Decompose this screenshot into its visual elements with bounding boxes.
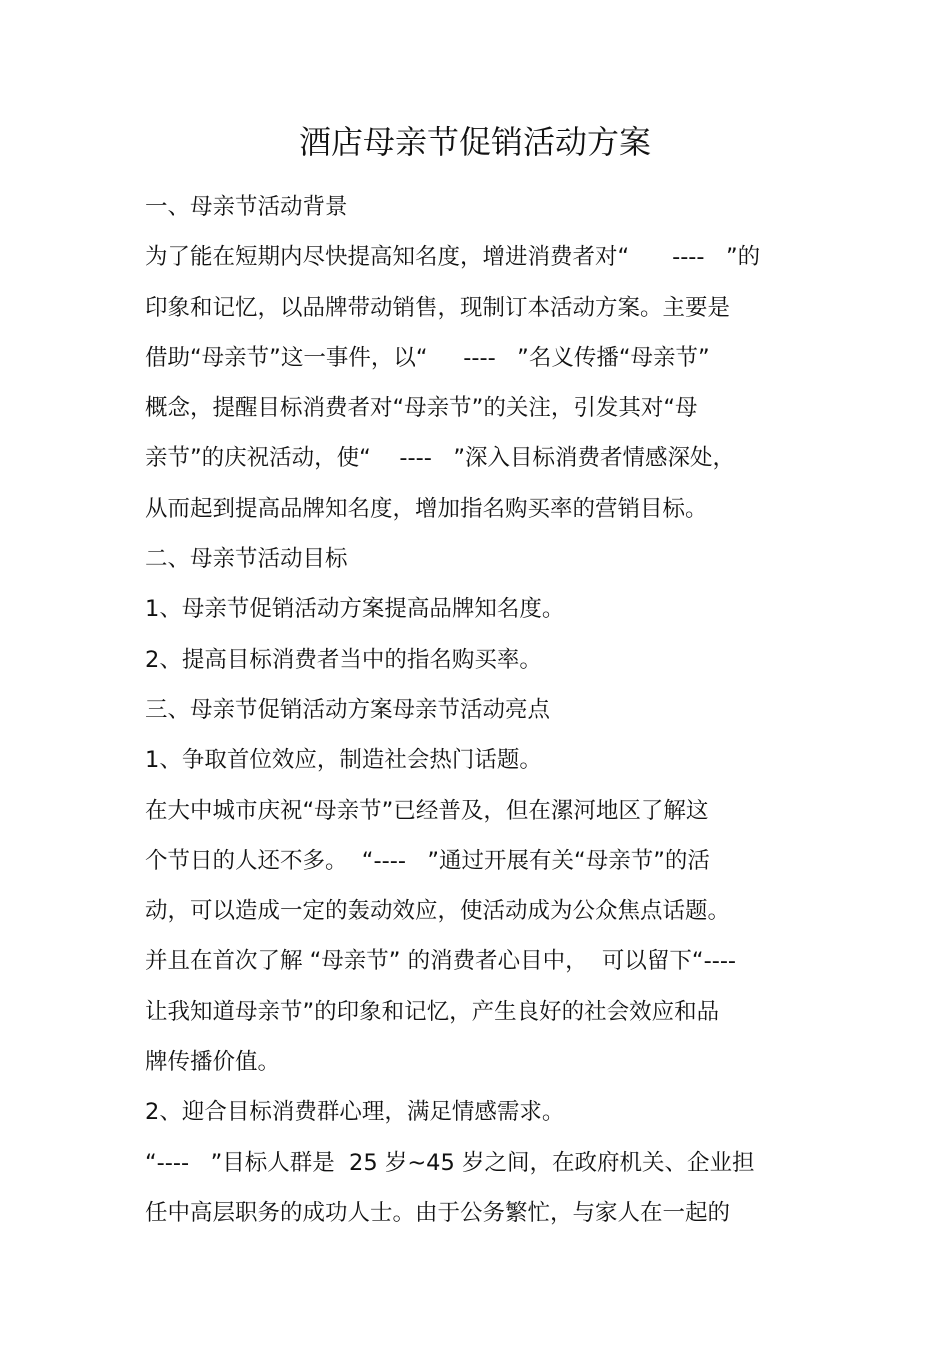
paragraph-line: 个节日的人还不多。 “---- ”通过开展有关“母亲节”的活 bbox=[145, 847, 710, 874]
paragraph-line: “---- ”目标人群是 25 岁~45 岁之间，在政府机关、企业担 bbox=[145, 1149, 755, 1176]
paragraph-line: 让我知道母亲节”的印象和记忆，产生良好的社会效应和品 bbox=[145, 998, 720, 1025]
section-heading-background: 一、母亲节活动背景 bbox=[145, 194, 348, 220]
list-item: 1、母亲节促销活动方案提高品牌知名度。 bbox=[145, 596, 565, 623]
paragraph-line: 概念，提醒目标消费者对“母亲节”的关注，引发其对“母 bbox=[145, 395, 698, 422]
paragraph-line: 从而起到提高品牌知名度，增加指名购买率的营销目标。 bbox=[145, 495, 708, 522]
section-heading-goals: 二、母亲节活动目标 bbox=[145, 546, 348, 573]
paragraph-line: 动，可以造成一定的轰动效应，使活动成为公众焦点话题。 bbox=[145, 898, 731, 925]
paragraph-line: 印象和记忆，以品牌带动销售，现制订本活动方案。主要是 bbox=[145, 294, 731, 321]
list-item: 1、争取首位效应，制造社会热门话题。 bbox=[145, 747, 542, 774]
paragraph-line: 并且在首次了解 “母亲节” 的消费者心目中， 可以留下“---- bbox=[145, 948, 737, 975]
paragraph-line: 亲节”的庆祝活动，使“ ---- ”深入目标消费者情感深处， bbox=[145, 445, 736, 472]
list-item: 2、迎合目标消费群心理，满足情感需求。 bbox=[145, 1099, 565, 1126]
paragraph-line: 借助“母亲节”这一事件，以“ ---- ”名义传播“母亲节” bbox=[145, 344, 710, 371]
paragraph-line: 为了能在短期内尽快提高知名度，增进消费者对“ ---- ”的 bbox=[145, 244, 761, 271]
document-body bbox=[145, 182, 845, 1238]
paragraph-line: 在大中城市庆祝“母亲节”已经普及，但在漯河地区了解这 bbox=[145, 797, 709, 824]
paragraph-line: 任中高层职务的成功人士。由于公务繁忙，与家人在一起的 bbox=[145, 1199, 731, 1226]
document-title: 酒店母亲节促销活动方案 bbox=[298, 123, 651, 161]
paragraph-line: 牌传播价值。 bbox=[145, 1049, 281, 1076]
section-heading-highlights: 三、母亲节促销活动方案母亲节活动亮点 bbox=[145, 696, 551, 723]
list-item: 2、提高目标消费者当中的指名购买率。 bbox=[145, 646, 542, 673]
